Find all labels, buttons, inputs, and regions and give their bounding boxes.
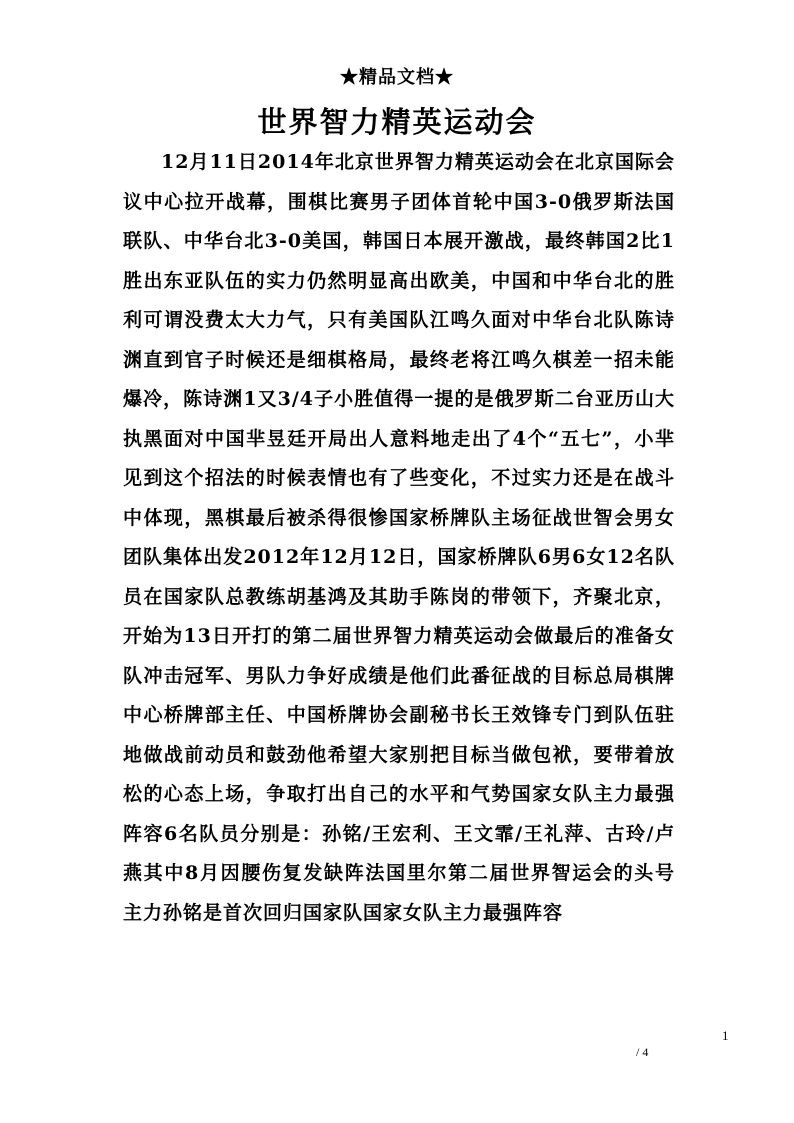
document-title: 世界智力精英运动会 [257, 105, 537, 139]
page-number: 1 [722, 1028, 729, 1043]
page-total: / 4 [636, 1045, 649, 1059]
document-body-paragraph: 12月11日2014年北京世界智力精英运动会在北京国际会议中心拉开战幕，围棋比赛男子团体首轮中国3-0俄罗斯法国联队、中华台北3-0美国，韩国日本展开激战，最终韩国2比1胜出东亚队伍的实力仍然明显高出欧美，中国和中华台北的胜利可谓没费太大力气，只有美国队江鸣久面对中华台北队陈诗渊直到官子时候还是细棋格局，最终老将江鸣久棋差一招未能爆冷，陈诗渊1又3/4子小胜值得一提的是俄罗斯二台亚历山大执黑面对中国芈昱廷开局出人意料地走出了4个“五七”，小芈见到这个招法的时候表情也有了些变化，不过实力还是在战斗中体现，黑棋最后被杀得很惨国家桥牌队主场征战世智会男女团队集体出发2012年12月12日，国家桥牌队6男6女12名队员在国家队总教练胡基鸿及其助手陈岗的带领下，齐聚北京，开始为13日开打的第二届世界智力精英运动会做最后的准备女队冲击冠军、男队力争好成绩是他们此番征战的目标总局棋牌中心桥牌部主任、中国桥牌协会副秘书长王效锋专门到队伍驻地做战前动员和鼓劲他希望大家别把目标当做包袱，要带着放松的心态上场，争取打出自己的水平和气势国家女队主力最强阵容6名队员分别是：孙铭/王宏利、王文霏/王礼萍、古玲/卢燕其中8月因腰伤复发缺阵法国里尔第二届世界智运会的头号主力孙铭是首次回归国家队国家女队主力最强阵容 [123, 151, 675, 924]
document-header-label: ★精品文档★ [340, 67, 454, 88]
